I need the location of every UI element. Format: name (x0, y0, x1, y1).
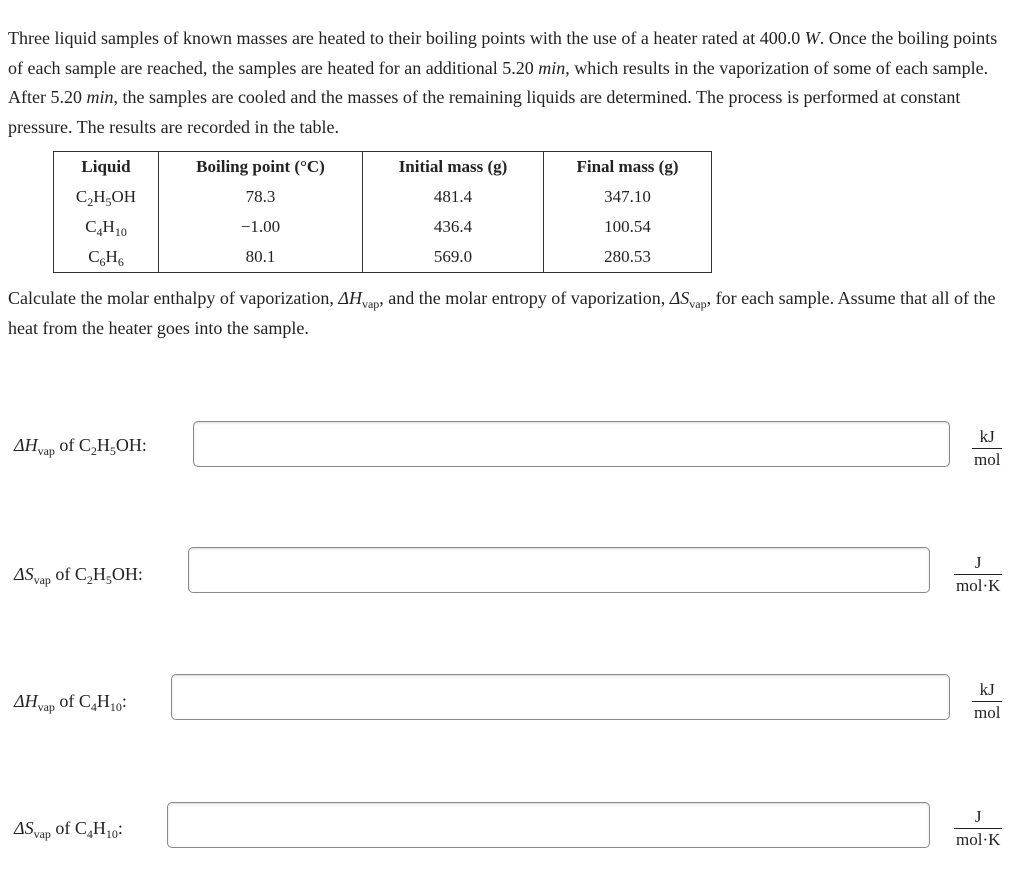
unit-kj-per-mol: kJ mol (974, 680, 1001, 722)
table-header-row (54, 152, 712, 183)
unit-j-per-mol-k: J mol·K (956, 553, 1001, 595)
liquid-formula: $C_2H_5OH$ (54, 182, 159, 212)
enthalpy-butane-label: $\Delta H_{vap}$ of $C_4H_{10}$: (14, 691, 127, 714)
table-row (54, 212, 712, 242)
final-mass-cell: 347.10 (544, 182, 712, 212)
initial-mass-cell: 436.4 (363, 212, 544, 242)
liquid-formula: $C_6H_6$ (54, 242, 159, 273)
entropy-butane-label: $\Delta S_{vap}$ of $C_4H_{10}$: (14, 818, 123, 841)
header-liquid: Liquid (54, 152, 159, 183)
boiling-point-cell: −1.00 (159, 212, 363, 242)
boiling-point-cell: 78.3 (159, 182, 363, 212)
entropy-butane-input[interactable] (167, 802, 930, 848)
final-mass-cell: 100.54 (544, 212, 712, 242)
final-mass-cell: 280.53 (544, 242, 712, 273)
unit-watts: W (804, 28, 820, 48)
liquid-formula: $C_4H_{10}$ (54, 212, 159, 242)
header-final-mass: Final mass (g) (544, 152, 712, 183)
header-initial-mass: Initial mass (g) (363, 152, 544, 183)
initial-mass-cell: 569.0 (363, 242, 544, 273)
initial-mass-cell: 481.4 (363, 182, 544, 212)
results-table (53, 151, 712, 273)
table-row (54, 242, 712, 273)
enthalpy-butane-input[interactable] (171, 674, 950, 720)
unit-kj-per-mol: kJ mol (974, 427, 1001, 469)
enthalpy-ethanol-input[interactable] (193, 421, 950, 467)
unit-minutes: min (538, 57, 566, 78)
header-boiling-point: Boiling point (°C) (159, 152, 363, 183)
entropy-ethanol-label: $\Delta S_{vap}$ of $C_2H_5OH$: (14, 564, 143, 587)
entropy-ethanol-input[interactable] (188, 547, 930, 593)
table-row (54, 182, 712, 212)
boiling-point-cell: 80.1 (159, 242, 363, 273)
enthalpy-ethanol-label: $\Delta H_{vap}$ of $C_2H_5OH$: (14, 435, 147, 458)
problem-intro: Three liquid samples of known masses are heated to their boiling points with the use of a heater rated at 400.0 W. Once the boiling points of each sample are reached, the samples are heated for an additional 5.20 min, which results in the vaporization of some of each sample. After 5.20 min, the samples are cooled and the masses of the remaining liquids are determined. The process is performed at constant pressure. The results are recorded in the table. (8, 28, 998, 137)
problem-instruction: Calculate the molar enthalpy of vaporization, $\Delta H_{vap}$, and the molar entropy of vaporization, $\Delta S_{vap}$, for each sample. Assume that all of the heat from the heater goes into the sample. (8, 288, 996, 338)
unit-minutes: min (86, 87, 114, 107)
unit-j-per-mol-k: J mol·K (956, 807, 1001, 849)
